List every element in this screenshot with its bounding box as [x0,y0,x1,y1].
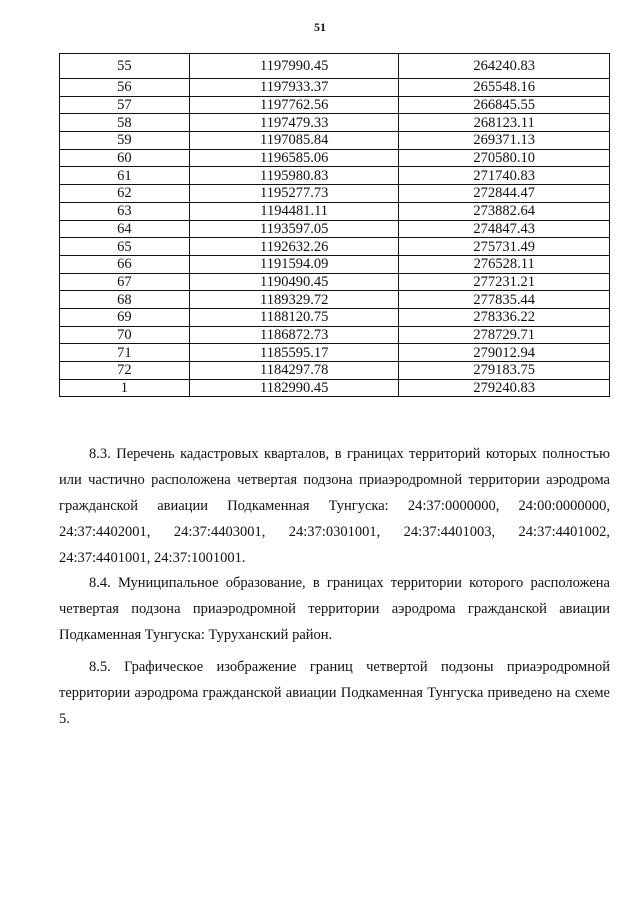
table-row [60,238,610,256]
point-number-cell: 66 [60,255,190,273]
y-coordinate-cell: 278729.71 [399,326,610,344]
x-coordinate-cell: 1197990.45 [189,54,399,79]
page-number: 51 [314,20,326,34]
y-coordinate-cell: 279012.94 [399,344,610,362]
table-row [60,114,610,132]
x-coordinate-cell: 1197933.37 [189,79,399,97]
point-number-cell: 63 [60,202,190,220]
y-coordinate-cell: 264240.83 [399,54,610,79]
y-coordinate-cell: 276528.11 [399,255,610,273]
table-row [60,308,610,326]
table-row [60,291,610,309]
x-coordinate-cell: 1197085.84 [189,132,399,150]
y-coordinate-cell: 270580.10 [399,149,610,167]
y-coordinate-cell: 274847.43 [399,220,610,238]
point-number-cell: 67 [60,273,190,291]
table-row [60,202,610,220]
point-number-cell: 58 [60,114,190,132]
x-coordinate-cell: 1193597.05 [189,220,399,238]
y-coordinate-cell: 266845.55 [399,96,610,114]
point-number-cell: 61 [60,167,190,185]
table-row [60,54,610,79]
section-8-5 [59,654,610,738]
y-coordinate-cell: 278336.22 [399,308,610,326]
point-number-cell: 59 [60,132,190,150]
table-row [60,255,610,273]
coordinates-table-body [60,54,610,397]
table-row [60,273,610,291]
table-row [60,185,610,203]
y-coordinate-cell: 279183.75 [399,362,610,380]
x-coordinate-cell: 1194481.11 [189,202,399,220]
table-row [60,379,610,397]
table-row [60,362,610,380]
point-number-cell: 64 [60,220,190,238]
x-coordinate-cell: 1189329.72 [189,291,399,309]
table-row [60,344,610,362]
x-coordinate-cell: 1196585.06 [189,149,399,167]
y-coordinate-cell: 269371.13 [399,132,610,150]
point-number-cell: 65 [60,238,190,256]
paragraph-8-3: 8.3. Перечень кадастровых кварталов, в границах территорий которых полностью или частично расположена четвертая подзона приаэродромной территории аэродрома гражданской авиации Подкаменная Тунгуска: 24:37:0000000, 24:00:0000000, 24:37:4402001, 24:37:4403001, 24:37:0301001, 24:37:4401003, 24:37:4401002, 24:37:4401001, 24:37:1001001. [59,446,610,566]
paragraph-8-4: 8.4. Муниципальное образование, в границах территории которого расположена четвертая подзона приаэродромной территории аэродрома гражданской авиации Подкаменная Тунгуска: Туруханский район. [59,575,610,643]
y-coordinate-cell: 265548.16 [399,79,610,97]
point-number-cell: 70 [60,326,190,344]
point-number-cell: 62 [60,185,190,203]
point-number-cell: 68 [60,291,190,309]
table-row [60,96,610,114]
x-coordinate-cell: 1184297.78 [189,362,399,380]
y-coordinate-cell: 275731.49 [399,238,610,256]
paragraph-8-5: 8.5. Графическое изображение границ четвертой подзоны приаэродромной территории аэродрома гражданской авиации Подкаменная Тунгуска приведено на схеме 5. [59,659,610,727]
x-coordinate-cell: 1188120.75 [189,308,399,326]
point-number-cell: 57 [60,96,190,114]
x-coordinate-cell: 1182990.45 [189,379,399,397]
coordinates-table [59,53,610,397]
table-row [60,220,610,238]
table-row [60,167,610,185]
y-coordinate-cell: 273882.64 [399,202,610,220]
table-row [60,326,610,344]
y-coordinate-cell: 271740.83 [399,167,610,185]
y-coordinate-cell: 279240.83 [399,379,610,397]
x-coordinate-cell: 1197762.56 [189,96,399,114]
point-number-cell: 72 [60,362,190,380]
x-coordinate-cell: 1185595.17 [189,344,399,362]
point-number-cell: 55 [60,54,190,79]
x-coordinate-cell: 1191594.09 [189,255,399,273]
x-coordinate-cell: 1195277.73 [189,185,399,203]
point-number-cell: 60 [60,149,190,167]
y-coordinate-cell: 277231.21 [399,273,610,291]
section-8-3 [59,441,610,577]
section-8-4 [59,570,610,654]
table-row [60,149,610,167]
x-coordinate-cell: 1197479.33 [189,114,399,132]
table-row [60,132,610,150]
y-coordinate-cell: 272844.47 [399,185,610,203]
x-coordinate-cell: 1192632.26 [189,238,399,256]
x-coordinate-cell: 1195980.83 [189,167,399,185]
point-number-cell: 1 [60,379,190,397]
point-number-cell: 71 [60,344,190,362]
x-coordinate-cell: 1190490.45 [189,273,399,291]
y-coordinate-cell: 277835.44 [399,291,610,309]
point-number-cell: 56 [60,79,190,97]
table-row [60,79,610,97]
point-number-cell: 69 [60,308,190,326]
x-coordinate-cell: 1186872.73 [189,326,399,344]
y-coordinate-cell: 268123.11 [399,114,610,132]
